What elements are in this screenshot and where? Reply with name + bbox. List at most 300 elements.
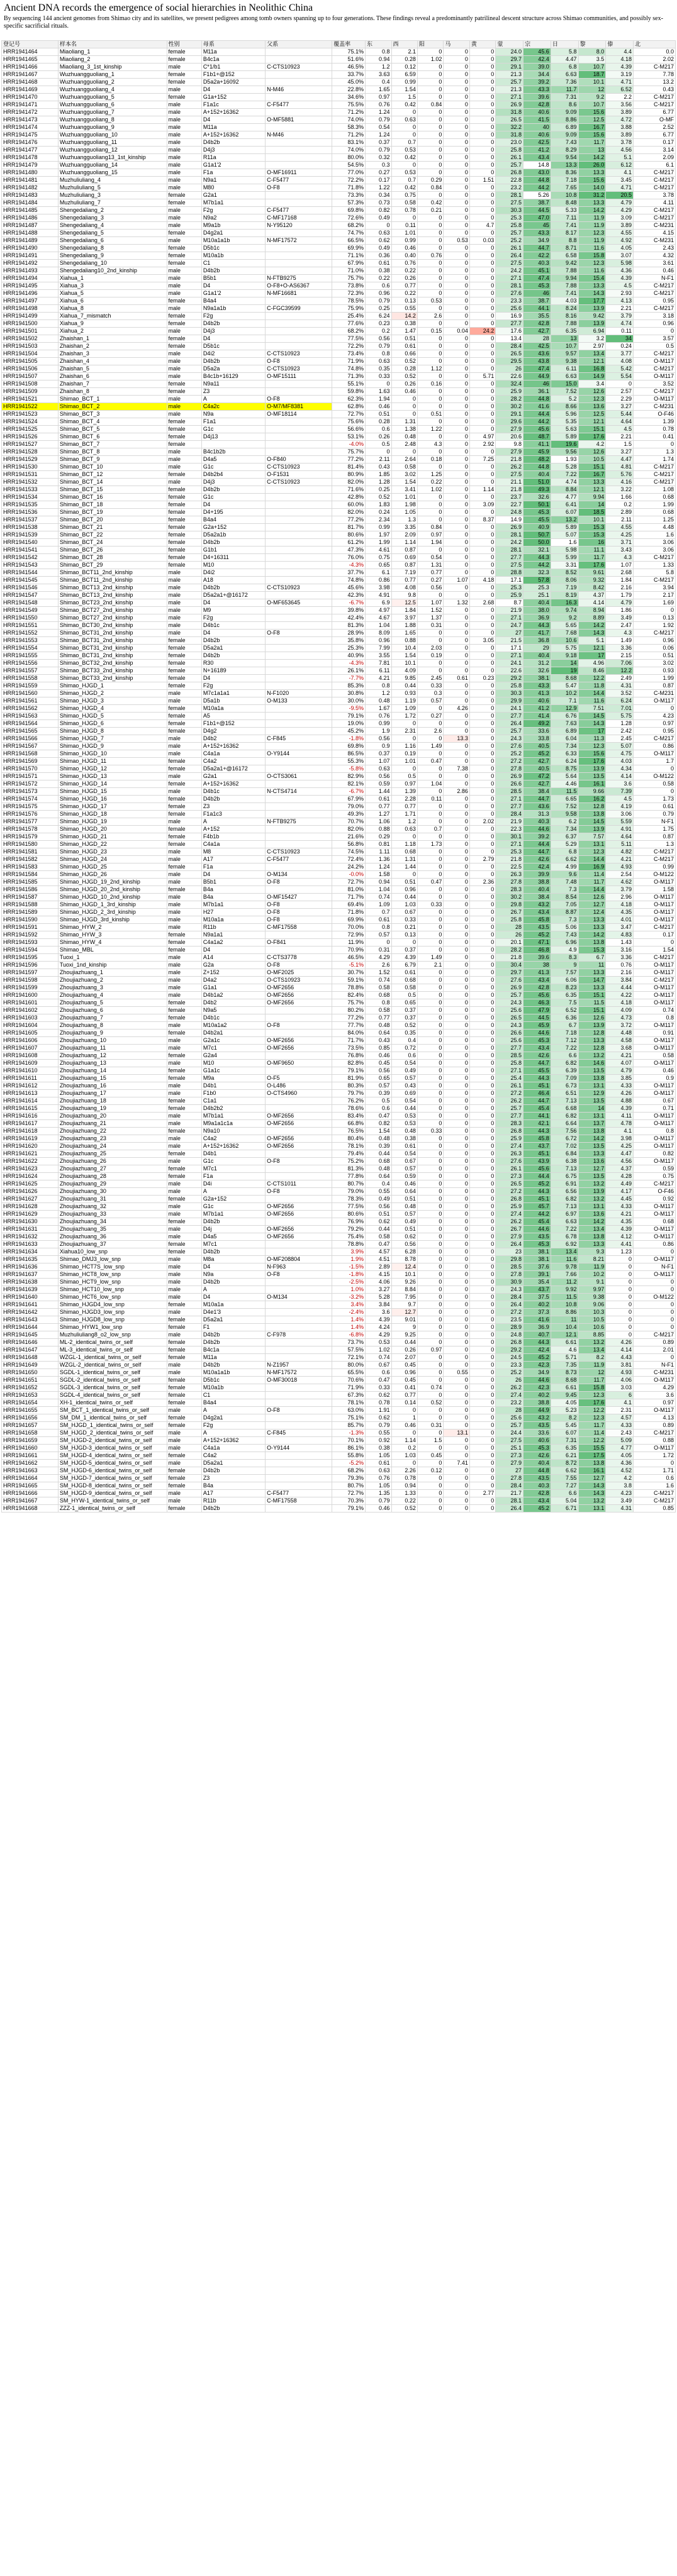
table-cell: Shimao_HJGD_12 xyxy=(58,765,167,773)
table-cell: 36.9 xyxy=(523,614,551,622)
table-cell: 57.5% xyxy=(332,1346,366,1354)
table-cell: 39.9 xyxy=(523,871,551,879)
table-cell: 4.15 xyxy=(634,230,676,237)
table-cell: HRR1941529 xyxy=(2,456,59,464)
table-cell: C-F5477 xyxy=(266,1490,332,1497)
table-row xyxy=(2,1452,676,1460)
table-cell: 41.4 xyxy=(523,713,551,720)
table-cell: 0 xyxy=(469,947,495,954)
table-cell: male xyxy=(167,1188,201,1196)
table-cell: male xyxy=(167,207,201,214)
table-cell: 4.21 xyxy=(366,675,391,682)
table-cell: 0.8 xyxy=(366,999,391,1007)
table-cell: 4.39 xyxy=(606,1105,634,1113)
table-cell: 0.93 xyxy=(634,667,676,675)
table-cell: 40.6 xyxy=(523,109,551,116)
table-cell: 25.1 xyxy=(496,1445,523,1452)
table-cell: Wuzhuangguoliang_5 xyxy=(58,94,167,101)
table-cell: 0 xyxy=(469,584,495,592)
table-cell: C-M217 xyxy=(634,169,676,177)
column-header: 宗 xyxy=(523,41,551,48)
table-cell xyxy=(266,1346,332,1354)
table-cell: 14.3 xyxy=(578,630,606,637)
table-cell: 26.8 xyxy=(496,1196,523,1203)
table-cell: 0.96 xyxy=(391,886,417,894)
table-cell: 0 xyxy=(469,1437,495,1445)
table-cell xyxy=(266,154,332,162)
table-cell: 0.56 xyxy=(366,335,391,343)
table-cell: Shimao_BCT31_2nd_kinship xyxy=(58,637,167,645)
table-cell: male xyxy=(167,147,201,154)
table-cell: 12.1 xyxy=(578,418,606,426)
document-title: Ancient DNA records the emergence of social hierarchies in Neolithic China xyxy=(4,3,313,13)
table-cell: 0.49 xyxy=(391,1067,417,1075)
table-cell: 0 xyxy=(469,479,495,486)
table-cell: C-M217 xyxy=(634,479,676,486)
table-cell: male xyxy=(167,916,201,924)
table-cell: 0 xyxy=(444,1075,469,1082)
table-cell: 0 xyxy=(469,1331,495,1339)
table-cell: 6.62 xyxy=(551,856,578,863)
table-cell: 0 xyxy=(417,1460,443,1467)
table-cell: male xyxy=(167,124,201,131)
table-cell: 0 xyxy=(469,1158,495,1165)
table-cell: Shimao_BCT_28 xyxy=(58,554,167,562)
table-cell: 44.4 xyxy=(523,841,551,848)
table-cell: 42.2 xyxy=(523,252,551,260)
table-cell: 0.43 xyxy=(634,86,676,94)
table-cell: HRR1941601 xyxy=(2,999,59,1007)
table-cell: 71.2% xyxy=(332,109,366,116)
table-cell: 4.1 xyxy=(606,169,634,177)
table-cell: 0 xyxy=(469,260,495,267)
table-cell: 53.1% xyxy=(332,433,366,441)
table-cell: 2.43 xyxy=(606,1430,634,1437)
table-cell: Zhoujiazhuang_33 xyxy=(58,1211,167,1218)
table-cell: 27.7 xyxy=(496,1113,523,1120)
table-cell: 7.25 xyxy=(469,456,495,464)
table-cell: 44.1 xyxy=(523,1113,551,1120)
table-cell: female xyxy=(167,660,201,667)
table-cell: 12.2 xyxy=(578,675,606,682)
table-cell: HRR1941623 xyxy=(2,1165,59,1173)
table-cell: HRR1941659 xyxy=(2,1437,59,1445)
table-cell: 0.4 xyxy=(391,1037,417,1045)
table-cell: 6.12 xyxy=(606,162,634,169)
table-cell: 0.64 xyxy=(391,1188,417,1196)
table-cell: SM_BCT_1_identical_twins_or_self xyxy=(58,1407,167,1414)
table-cell: 68.2% xyxy=(332,222,366,230)
table-cell: 43.6 xyxy=(523,350,551,358)
table-cell: 4.4 xyxy=(606,48,634,56)
table-cell: 21.8 xyxy=(496,954,523,962)
table-cell: 16.1 xyxy=(578,780,606,788)
table-cell: 0.79 xyxy=(634,811,676,818)
table-cell: 0.56 xyxy=(417,584,443,592)
table-row xyxy=(2,343,676,350)
table-row xyxy=(2,109,676,116)
table-cell: C-M217 xyxy=(634,856,676,863)
table-cell: female xyxy=(167,939,201,947)
table-cell: 0 xyxy=(469,109,495,116)
table-cell: 3.43 xyxy=(606,547,634,554)
table-cell: 2.43 xyxy=(634,245,676,252)
table-cell: XH-1_identical_twins_or_self xyxy=(58,1399,167,1407)
table-cell: 6.61 xyxy=(551,1339,578,1346)
table-cell: 5.26 xyxy=(523,192,551,199)
table-cell: 4.91 xyxy=(606,826,634,833)
table-cell: 0.12 xyxy=(391,64,417,71)
table-cell: 0 xyxy=(391,214,417,222)
table-cell: 43.3 xyxy=(523,86,551,94)
table-cell: 0 xyxy=(444,1007,469,1014)
table-cell: 78.1% xyxy=(332,1399,366,1407)
table-cell xyxy=(266,780,332,788)
table-cell: 0.76 xyxy=(417,252,443,260)
table-cell: Wuzhuangguoliang_7 xyxy=(58,109,167,116)
table-cell: C-M217 xyxy=(634,350,676,358)
table-cell: 12.1 xyxy=(578,358,606,365)
table-cell: O-M117 xyxy=(634,1143,676,1150)
table-cell: 0 xyxy=(444,1196,469,1203)
table-cell: 5.54 xyxy=(606,373,634,380)
table-row xyxy=(2,826,676,833)
table-cell: 0.52 xyxy=(391,1505,417,1513)
table-cell: 0.57 xyxy=(391,1075,417,1082)
table-cell: Zhoujiazhuang_22 xyxy=(58,1128,167,1135)
table-cell: HRR1941598 xyxy=(2,977,59,984)
table-cell: 4.51 xyxy=(366,1256,391,1263)
table-cell: C-M217 xyxy=(634,207,676,214)
table-cell: D4a5 xyxy=(201,456,265,464)
table-cell: 0 xyxy=(444,1097,469,1105)
table-cell: 38.1 xyxy=(523,1248,551,1256)
table-cell: 0.49 xyxy=(366,245,391,252)
table-cell: 27.1 xyxy=(496,275,523,282)
table-cell: 0 xyxy=(417,1490,443,1497)
table-cell: HRR1941504 xyxy=(2,350,59,358)
table-cell: 0 xyxy=(469,539,495,547)
table-row xyxy=(2,1384,676,1392)
table-cell: Shimao_HJGD_11 xyxy=(58,758,167,765)
table-cell: 3.98 xyxy=(366,584,391,592)
table-cell: 10.2 xyxy=(551,690,578,697)
table-cell: 0.38 xyxy=(391,1135,417,1143)
table-cell: 3.35 xyxy=(391,524,417,531)
table-row xyxy=(2,1173,676,1180)
table-cell: O-MF2656 xyxy=(266,1233,332,1241)
table-cell: HRR1941490 xyxy=(2,245,59,252)
table-cell: Shimao_BCT23_2nd_kinship xyxy=(58,599,167,607)
table-cell: 19 xyxy=(551,667,578,675)
table-row xyxy=(2,1135,676,1143)
table-cell: 9.8 xyxy=(391,592,417,599)
table-cell: 13.8 xyxy=(578,1075,606,1082)
table-cell: 5.89 xyxy=(551,433,578,441)
table-cell: 0 xyxy=(469,1467,495,1475)
table-cell: HRR1941664 xyxy=(2,1475,59,1482)
table-cell xyxy=(266,192,332,199)
table-cell: 0.74 xyxy=(366,1354,391,1362)
table-cell: 0 xyxy=(417,1052,443,1060)
table-cell: 0 xyxy=(469,705,495,713)
table-cell: 8.86 xyxy=(551,1309,578,1316)
table-cell: 1.79 xyxy=(606,592,634,599)
table-cell: 0.11 xyxy=(417,796,443,803)
table-cell: 0 xyxy=(444,448,469,456)
table-cell: 83.4% xyxy=(332,1113,366,1120)
table-cell: 4.29 xyxy=(366,1331,391,1339)
table-cell: C-M217 xyxy=(634,577,676,584)
table-cell: SM_HJGD_1_identical_twins_or_self xyxy=(58,1422,167,1430)
table-cell: 0.38 xyxy=(366,267,391,275)
table-cell: C-CTS10923 xyxy=(266,584,332,592)
table-cell: O-MF15427 xyxy=(266,894,332,901)
table-cell: 0 xyxy=(417,335,443,343)
table-cell: 35.4 xyxy=(523,1279,551,1286)
table-cell: 0.48 xyxy=(366,1165,391,1173)
table-cell: Shimao_HCT8_low_snp xyxy=(58,1271,167,1279)
table-cell: 13.9 xyxy=(578,305,606,313)
table-row xyxy=(2,916,676,924)
table-cell: 44.3 xyxy=(523,1075,551,1082)
table-cell: 1.92 xyxy=(634,622,676,630)
table-cell: 0 xyxy=(417,320,443,328)
table-cell: 6.52 xyxy=(551,1007,578,1014)
table-cell: 0 xyxy=(444,471,469,479)
table-cell: 12 xyxy=(578,86,606,94)
table-cell xyxy=(266,79,332,86)
table-cell: SM_HJGD-2_identical_twins_or_self xyxy=(58,1437,167,1445)
table-cell: 0 xyxy=(444,584,469,592)
table-cell: 13.7 xyxy=(578,1120,606,1128)
table-cell: 6.82 xyxy=(551,1113,578,1120)
table-cell: 12.5 xyxy=(578,411,606,418)
table-cell xyxy=(266,1218,332,1226)
table-cell: 0 xyxy=(417,1233,443,1241)
table-cell: male xyxy=(167,1082,201,1090)
table-cell: HRR1941650 xyxy=(2,1369,59,1377)
table-row xyxy=(2,1196,676,1203)
table-cell: 5.04 xyxy=(551,1497,578,1505)
table-cell: Shimao_HJGD_6 xyxy=(58,720,167,728)
table-cell: 0 xyxy=(417,894,443,901)
table-cell: 28 xyxy=(496,1407,523,1414)
table-cell: 0 xyxy=(444,109,469,116)
table-cell: O-M133 xyxy=(266,697,332,705)
table-cell: male xyxy=(167,1437,201,1445)
table-cell: 0 xyxy=(444,162,469,169)
table-cell: 0 xyxy=(417,547,443,554)
table-cell: O-F8 xyxy=(266,909,332,916)
table-cell: F4b1b xyxy=(201,833,265,841)
table-cell: 0 xyxy=(444,1490,469,1497)
table-cell: HRR1941577 xyxy=(2,818,59,826)
table-cell: Shimao_HJGD_20 xyxy=(58,826,167,833)
table-cell: 0.6 xyxy=(366,426,391,433)
table-cell: 24.3 xyxy=(496,735,523,743)
table-cell: male xyxy=(167,697,201,705)
table-cell: 32.2 xyxy=(496,124,523,131)
table-cell: female xyxy=(167,1067,201,1075)
table-cell: 4.33 xyxy=(606,1082,634,1090)
table-cell: 43.5 xyxy=(523,924,551,931)
table-cell: 3.56 xyxy=(606,101,634,109)
table-cell: B5b1 xyxy=(201,275,265,282)
table-cell: C-M231 xyxy=(634,237,676,245)
table-cell: 0 xyxy=(444,1362,469,1369)
table-cell: D4 xyxy=(201,675,265,682)
table-cell: C-CTS10923 xyxy=(266,848,332,856)
table-cell: 0.92 xyxy=(366,1437,391,1445)
table-cell: -4.3% xyxy=(332,562,366,569)
table-cell: 1.6 xyxy=(551,539,578,547)
table-cell xyxy=(266,713,332,720)
table-cell: 0.7 xyxy=(366,909,391,916)
table-cell: 27.7 xyxy=(496,554,523,562)
table-cell: 86.5% xyxy=(332,750,366,758)
table-cell: male xyxy=(167,1263,201,1271)
table-cell: male xyxy=(167,909,201,916)
table-cell: Xiahua10_low_snp xyxy=(58,1248,167,1256)
table-cell xyxy=(266,667,332,675)
table-cell: 0.44 xyxy=(391,1105,417,1113)
table-cell: 0.54 xyxy=(391,1150,417,1158)
table-cell: G1c xyxy=(201,1203,265,1211)
table-cell: 0.55 xyxy=(366,1430,391,1437)
table-cell: Zhoujiazhuang_10 xyxy=(58,1037,167,1045)
table-cell: 4.61 xyxy=(366,547,391,554)
table-cell: 50.7 xyxy=(523,531,551,539)
table-cell: 70.3% xyxy=(332,1497,366,1505)
table-cell: 27.1 xyxy=(496,1067,523,1075)
table-cell: 1.99 xyxy=(634,501,676,509)
table-cell: 8.19 xyxy=(551,592,578,599)
table-cell: 0 xyxy=(469,1241,495,1248)
table-cell: HRR1941478 xyxy=(2,154,59,162)
table-cell: -9.5% xyxy=(332,705,366,713)
table-cell: 0 xyxy=(444,1475,469,1482)
table-cell: 1.01 xyxy=(391,230,417,237)
table-cell: 1.2 xyxy=(366,64,391,71)
table-cell: 59.1% xyxy=(332,977,366,984)
table-cell: Shimao_BCT_9 xyxy=(58,456,167,464)
table-cell: HRR1941590 xyxy=(2,916,59,924)
table-cell: 3.27 xyxy=(366,1286,391,1294)
table-cell: HRR1941591 xyxy=(2,924,59,931)
table-cell: 43.4 xyxy=(523,977,551,984)
table-cell: N-MF17572 xyxy=(266,237,332,245)
table-cell: 0.53 xyxy=(391,1113,417,1120)
table-cell: 0 xyxy=(417,811,443,818)
table-cell: 6.72 xyxy=(551,1135,578,1143)
table-cell: -0.0% xyxy=(332,871,366,879)
table-cell: 4.25 xyxy=(606,1143,634,1150)
table-cell xyxy=(266,388,332,396)
table-cell: 0.18 xyxy=(417,456,443,464)
table-cell: 73.3% xyxy=(332,192,366,199)
table-cell: 4.06 xyxy=(366,1279,391,1286)
table-cell: Shimao_BCT_20 xyxy=(58,516,167,524)
table-cell: female xyxy=(167,313,201,320)
table-cell: 0.57 xyxy=(391,1165,417,1173)
table-cell: 0 xyxy=(469,660,495,667)
table-cell: 0.97 xyxy=(417,1346,443,1354)
table-cell: 0 xyxy=(391,939,417,947)
table-row xyxy=(2,713,676,720)
table-cell: 1.07 xyxy=(417,599,443,607)
table-cell: 4.39 xyxy=(606,64,634,71)
table-cell: 10.2 xyxy=(578,1271,606,1279)
table-cell: 0 xyxy=(417,931,443,939)
table-cell: 0.28 xyxy=(391,365,417,373)
table-cell: 1.9 xyxy=(366,728,391,735)
table-cell: 1.05 xyxy=(391,509,417,516)
table-cell: HRR1941473 xyxy=(2,116,59,124)
table-cell: 8.3 xyxy=(551,954,578,962)
table-cell: 6.92 xyxy=(551,1241,578,1248)
table-cell: 26.2 xyxy=(496,1097,523,1105)
table-cell: 4.21 xyxy=(606,1211,634,1218)
table-cell: female xyxy=(167,562,201,569)
table-cell: 6.97 xyxy=(551,1211,578,1218)
table-cell: 44.2 xyxy=(523,184,551,192)
table-cell: D5a2a+16092 xyxy=(201,79,265,86)
table-cell: HRR1941573 xyxy=(2,788,59,796)
table-cell xyxy=(266,614,332,622)
table-cell: 0.35 xyxy=(391,1030,417,1037)
table-cell: 0 xyxy=(469,1082,495,1090)
table-cell: Zhoujiazhuang_23 xyxy=(58,1135,167,1143)
table-cell: 0 xyxy=(444,660,469,667)
table-cell: 27.2 xyxy=(496,1090,523,1097)
table-cell xyxy=(266,728,332,735)
table-cell: Shimao_HJGD_2 xyxy=(58,690,167,697)
table-cell: 4.14 xyxy=(606,1346,634,1354)
table-cell: 7.43 xyxy=(551,139,578,147)
table-cell: 0.44 xyxy=(391,1339,417,1346)
table-cell: C-M217 xyxy=(634,1490,676,1497)
table-cell: 11.5 xyxy=(551,788,578,796)
table-cell: 80.7% xyxy=(332,1180,366,1188)
table-cell: 1.72 xyxy=(391,713,417,720)
table-cell: 0 xyxy=(469,139,495,147)
table-cell: A+152+16362 xyxy=(201,743,265,750)
table-cell: 0 xyxy=(417,1256,443,1263)
table-cell: 21.9 xyxy=(496,818,523,826)
table-cell: 3.57 xyxy=(634,335,676,343)
table-cell: 7.31 xyxy=(551,1437,578,1445)
table-cell: 0 xyxy=(634,1248,676,1256)
table-cell: 0 xyxy=(444,479,469,486)
table-cell: O-M117 xyxy=(634,1060,676,1067)
table-cell: 0.46 xyxy=(391,388,417,396)
table-cell: O-MF15111 xyxy=(266,373,332,380)
table-cell xyxy=(266,554,332,562)
table-cell: 0 xyxy=(469,290,495,297)
table-cell: female xyxy=(167,1030,201,1037)
table-cell: 0.61 xyxy=(366,1460,391,1467)
table-cell: 6.9 xyxy=(366,599,391,607)
table-cell: 6.21 xyxy=(551,1452,578,1460)
table-cell: 24.1 xyxy=(496,705,523,713)
table-cell: 12.9 xyxy=(551,705,578,713)
table-cell: 7.88 xyxy=(551,282,578,290)
table-row xyxy=(2,637,676,645)
table-cell: female xyxy=(167,199,201,207)
table-cell: 30.3 xyxy=(496,207,523,214)
table-cell: 44.9 xyxy=(523,1407,551,1414)
